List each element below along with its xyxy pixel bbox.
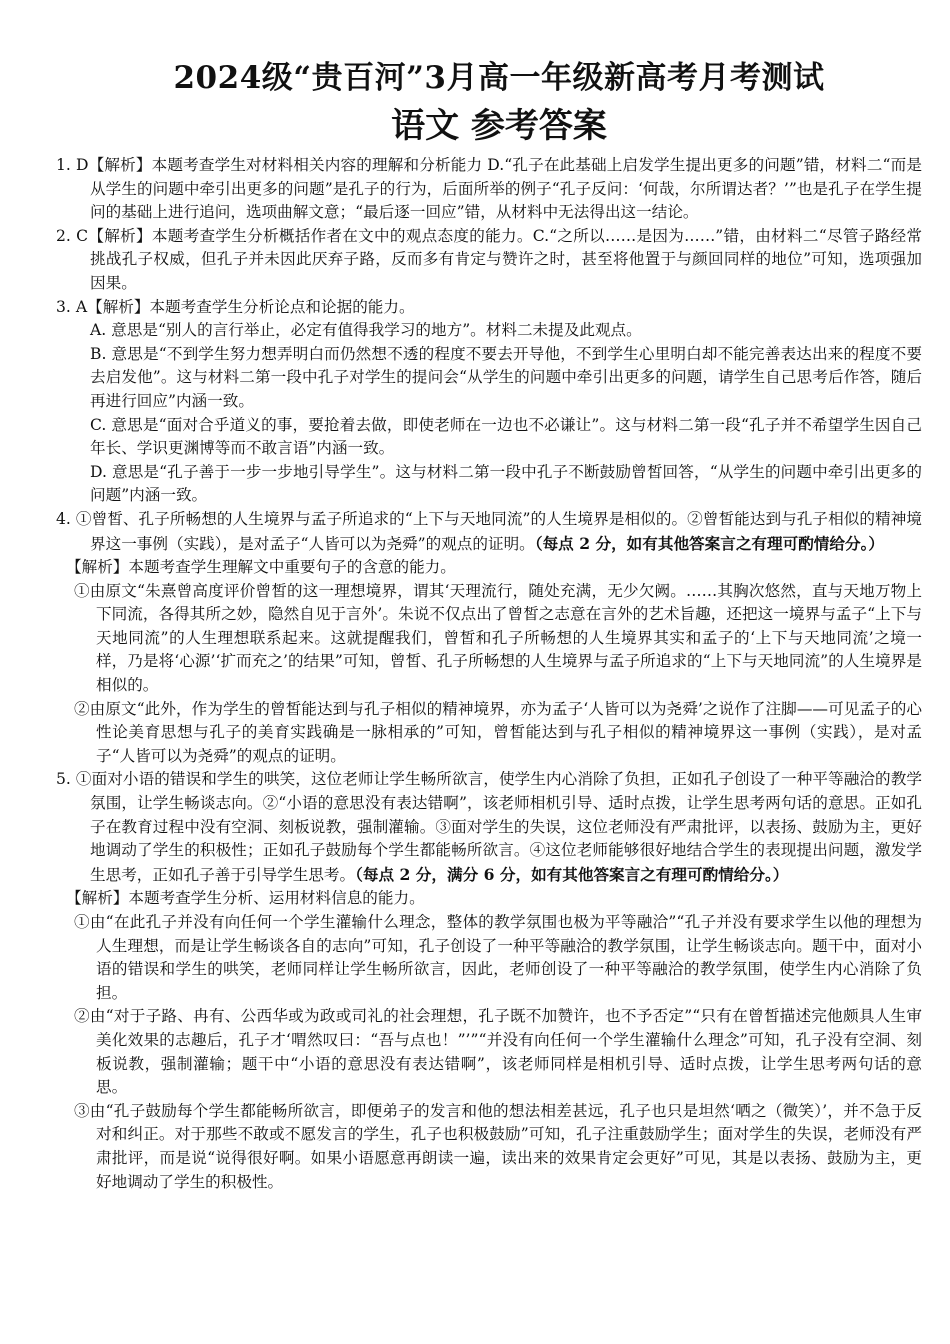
answer-q4-analysis-head: 【解析】本题考查学生理解文中重要句子的含意的能力。 <box>66 558 456 577</box>
answer-q3-option-a: A. 意思是“别人的言行举止，必定有值得我学习的地方”。材料二未提及此观点。 <box>90 321 642 340</box>
page-subtitle: 语文 参考答案 <box>391 106 607 146</box>
answer-q3-option-b: B. 意思是“不到学生努力想弄明白而仍然想不透的程度不要去开导他，不到学生心里明白却不能完善表达出来的程度不要去启发他”。这与材料二第一段中孔子对学生的提问会“从学生的问题中牵引出更多的问题，请学生自己思考后作答，随后再进行回应”内涵一致。 <box>90 344 922 410</box>
answer-q1: 1. D【解析】本题考查学生对材料相关内容的理解和分析能力 D.“孔子在此基础上启发学生提出更多的问题”错，材料二“而是从学生的问题中牵引出更多的问题”是孔子的行为，后面所举的例子“孔子反问：‘何哉，尔所谓达者？’”也是孔子在学生提问的基础上进行追问，选项曲解文意；“最后逐一回应”错，从材料中无法得出这一结论。 <box>56 156 922 222</box>
answer-q4-analysis-1: ①由原文“朱熹曾高度评价曾皙的这一理想境界，谓其‘天理流行，随处充满，无少欠阙。……其胸次悠然，直与天地万物上下同流，各得其所之妙，隐然自见于言外’。朱说不仅点出了曾皙之志意在言外的艺术旨趣，还把这一境界与孟子“上下与天地同流”的人生理想联系起来。这就提醒我们，曾皙和孔子所畅想的人生境界其实和孟子的‘上下与天地同流’之境一样，乃是将‘心源’‘扩而充之’的结果”可知，曾皙、孔子所畅想的人生境界与孟子所追求的“上下与天地同流”的人生境界是相似的。 <box>74 581 922 695</box>
answer-q5-text: 5. ①面对小语的错误和学生的哄笑，这位老师让学生畅所欲言，使学生内心消除了负担，正如孔子创设了一种平等融洽的教学氛围，让学生畅谈志向。②“小语的意思没有表达错啊”，该老师相机引导、适时点拨，让学生思考两句话的意思。正如孔子在教育过程中没有空洞、刻板说教，强制灌输。③面对学生的失误，这位老师没有严肃批评，以表扬、鼓励为主，更好地调动了学生的积极性；正如孔子鼓励每个学生都能畅所欲言。④这位老师能够很好地结合学生的表现提出问题，激发学生思考，正如孔子善于引导学生思考。 <box>56 770 922 884</box>
answer-q3-option-d: D. 意思是“孔子善于一步一步地引导学生”。这与材料二第一段中孔子不断鼓励曾皙回答，“从学生的问题中牵引出更多的问题”内涵一致。 <box>90 462 922 505</box>
answer-q5-analysis-2: ②由“对于子路、冉有、公西华或为政或司礼的社会理想，孔子既不加赞许，也不予否定”“只有在曾皙描述完他颇具人生审美化效果的志趣后，孔子才‘喟然叹曰：“吾与点也！”’”“并没有向任何一个学生灌输什么理念”可知，孔子没有空洞、刻板说教，强制灌输；题干中“小语的意思没有表达错啊”，该老师同样是相机引导、适时点拨，让学生思考两句话的意思。 <box>74 1007 922 1097</box>
answer-q5-analysis-3: ③由“孔子鼓励每个学生都能畅所欲言，即便弟子的发言和他的想法相差甚远，孔子也只是坦然‘哂之（微笑）’，并不急于反对和纠正。对于那些不敢或不愿发言的学生，孔子也积极鼓励”可知，孔子注重鼓励学生；面对学生的失误，老师没有严肃批评，而是说“说得很好啊。如果小语愿意再朗读一遍，读出来的效果肯定会更好”可见，其是以表扬、鼓励为主，更好地调动了学生的积极性。 <box>74 1101 922 1191</box>
answer-q5 <box>56 768 922 887</box>
answer-q2: 2. C【解析】本题考查学生分析概括作者在文中的观点态度的能力。C.“之所以……是因为……”错，由材料二“尽管子路经常挑战孔子权威，但孔子并未因此厌弃子路，反而多有肯定与赞许之时，甚至将他置于与颜回同样的地位”可知，选项强加因果。 <box>56 226 922 292</box>
answer-q5-score-note: （每点 2 分，满分 6 分，如有其他答案言之有理可酌情给分。） <box>355 864 789 884</box>
answer-q4 <box>56 508 922 556</box>
answer-q4-analysis-2: ②由原文“此外，作为学生的曾皙能达到与孔子相似的精神境界，亦为孟子‘人皆可以为尧舜’之说作了注脚——可见孟子的心性论美育思想与孔子的美育实践确是一脉相承的”可知，曾皙能达到与孔子相似的精神境界这一事例（实践），是对孟子“人皆可以为尧舜”的观点的证明。 <box>74 699 922 765</box>
page-title: 2024级“贵百河”3月高一年级新高考月考测试 <box>173 60 825 96</box>
answer-q5-analysis-head: 【解析】本题考查学生分析、运用材料信息的能力。 <box>66 889 425 908</box>
answer-q3-head: 3. A【解析】本题考查学生分析论点和论据的能力。 <box>56 297 415 316</box>
answer-q4-score-note: （每点 2 分，如有其他答案言之有理可酌情给分。） <box>534 533 884 553</box>
answer-q3-option-c: C. 意思是“面对合乎道义的事，要抢着去做，即使老师在一边也不必谦让”。这与材料二第一段“孔子并不希望学生因自己年长、学识更渊博等而不敢言语”内涵一致。 <box>90 415 922 458</box>
answer-q5-analysis-1: ①由“在此孔子并没有向任何一个学生灌输什么理念，整体的教学氛围也极为平等融洽”“孔子并没有要求学生以他的理想为人生理想，而是让学生畅谈各自的志向”可知，孔子创设了一种平等融洽的教学氛围，让学生畅谈志向。题干中，面对小语的错误和学生的哄笑，老师同样让学生畅所欲言，因此，老师创设了一种平等融洽的教学氛围，使学生内心消除了负担。 <box>74 913 922 1002</box>
answer-body <box>56 154 922 1194</box>
answer-q4-text: 4. ①曾皙、孔子所畅想的人生境界与孟子所追求的“上下与天地同流”的人生境界是相似的。②曾皙能达到与孔子相似的精神境界这一事例（实践），是对孟子“人皆可以为尧舜”的观点的证明。 <box>56 509 922 553</box>
